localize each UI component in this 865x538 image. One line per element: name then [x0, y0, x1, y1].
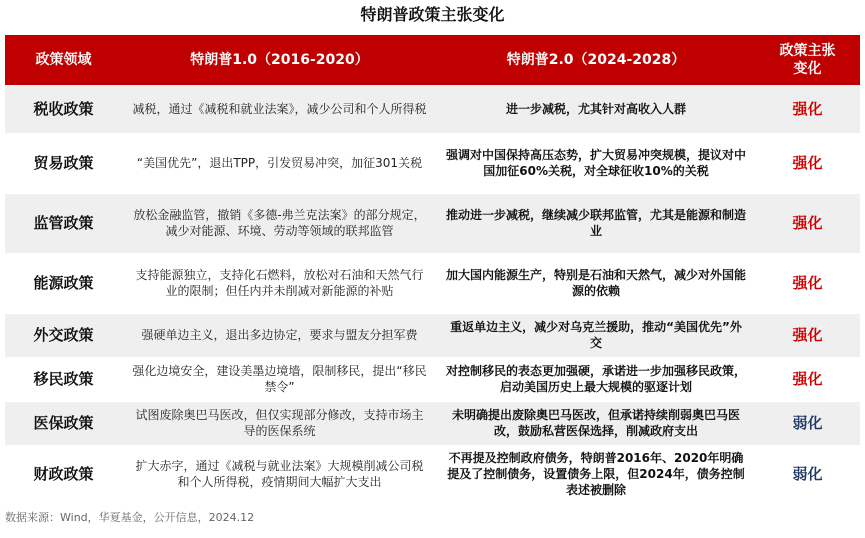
row-domain: 能源政策	[5, 253, 122, 313]
row-domain: 医保政策	[5, 401, 122, 445]
row-trump2: 推动进一步减税，继续减少联邦监管，尤其是能源和制造业	[437, 193, 755, 253]
policy-table	[5, 35, 860, 504]
row-change: 弱化	[755, 445, 860, 503]
header-domain: 政策领域	[5, 35, 122, 85]
table-row	[5, 445, 860, 503]
row-domain: 贸易政策	[5, 133, 122, 193]
row-change: 强化	[755, 313, 860, 357]
table-row	[5, 133, 860, 193]
row-change: 强化	[755, 253, 860, 313]
row-trump1: “美国优先”，退出TPP，引发贸易冲突，加征301关税	[122, 133, 437, 193]
header-change: 政策主张 变化	[755, 35, 860, 85]
row-trump1: 强硬单边主义，退出多边协定，要求与盟友分担军费	[122, 313, 437, 357]
row-change: 弱化	[755, 401, 860, 445]
row-trump1: 试图废除奥巴马医改，但仅实现部分修改，支持市场主导的医保系统	[122, 401, 437, 445]
row-trump1: 扩大赤字，通过《减税与就业法案》大规模削减公司税和个人所得税，疫情期间大幅扩大支出	[122, 445, 437, 503]
row-trump2: 强调对中国保持高压态势，扩大贸易冲突规模，提议对中国加征60%关税，对全球征收10%的关税	[437, 133, 755, 193]
row-trump2: 进一步减税，尤其针对高收入人群	[437, 85, 755, 133]
row-domain: 外交政策	[5, 313, 122, 357]
data-source-note: 数据来源：Wind，华夏基金，公开信息，2024.12	[5, 511, 255, 524]
row-trump1: 放松金融监管，撤销《多德-弗兰克法案》的部分规定，减少对能源、环境、劳动等领域的联邦监管	[122, 193, 437, 253]
row-trump2: 对控制移民的表态更加强硬，承诺进一步加强移民政策，启动美国历史上最大规模的驱逐计划	[437, 357, 755, 401]
table-row	[5, 193, 860, 253]
table-row	[5, 85, 860, 133]
row-trump1: 减税，通过《减税和就业法案》，减少公司和个人所得税	[122, 85, 437, 133]
row-change: 强化	[755, 193, 860, 253]
row-trump2: 重返单边主义，减少对乌克兰援助，推动“美国优先”外交	[437, 313, 755, 357]
page-title: 特朗普政策主张变化	[360, 5, 505, 24]
table-header-row	[5, 35, 860, 85]
table-row	[5, 253, 860, 313]
row-trump2: 加大国内能源生产，特别是石油和天然气，减少对外国能源的依赖	[437, 253, 755, 313]
table-row	[5, 313, 860, 357]
row-domain: 监管政策	[5, 193, 122, 253]
row-domain: 税收政策	[5, 85, 122, 133]
row-domain: 移民政策	[5, 357, 122, 401]
header-trump1: 特朗普1.0（2016-2020）	[122, 35, 437, 85]
row-change: 强化	[755, 133, 860, 193]
row-trump2: 未明确提出废除奥巴马医改，但承诺持续削弱奥巴马医改，鼓励私营医保选择，削减政府支出	[437, 401, 755, 445]
header-trump2: 特朗普2.0（2024-2028）	[437, 35, 755, 85]
row-change: 强化	[755, 85, 860, 133]
row-change: 强化	[755, 357, 860, 401]
table-row	[5, 357, 860, 401]
table-row	[5, 401, 860, 445]
row-trump1: 强化边境安全，建设美墨边境墙，限制移民，提出“移民禁令”	[122, 357, 437, 401]
row-trump1: 支持能源独立，支持化石燃料，放松对石油和天然气行业的限制；但任内并未削减对新能源的补贴	[122, 253, 437, 313]
row-domain: 财政政策	[5, 445, 122, 503]
row-trump2: 不再提及控制政府债务，特朗普2016年、2020年明确提及了控制债务，设置债务上限，但2024年，债务控制表述被删除	[437, 445, 755, 503]
